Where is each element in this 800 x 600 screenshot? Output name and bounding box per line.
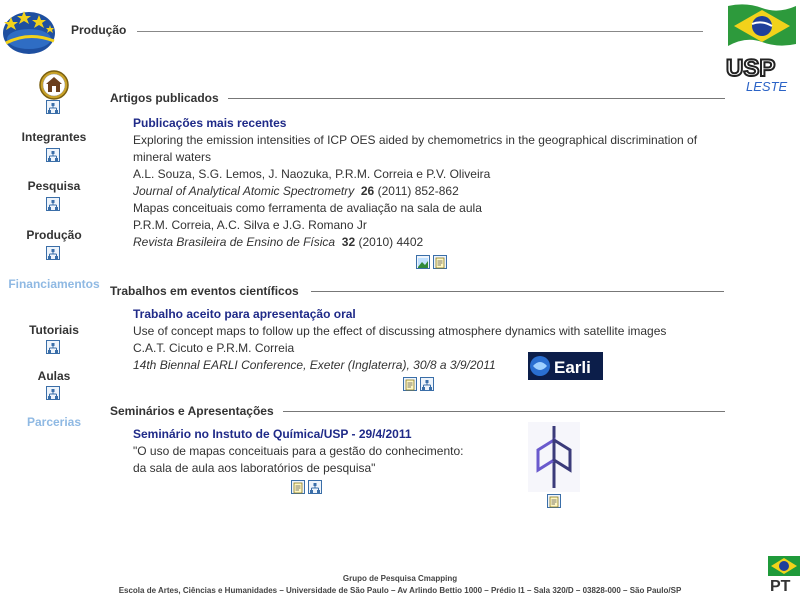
- seminar-line-2[interactable]: da sala de aula aos laboratórios de pesquisa": [133, 461, 376, 475]
- sitemap-icon[interactable]: [46, 386, 60, 400]
- sitemap-icon[interactable]: [46, 100, 60, 114]
- sidebar-item-parcerias: Parcerias: [26, 415, 82, 429]
- earli-logo[interactable]: [528, 352, 603, 380]
- footer-address: Escola de Artes, Ciências e Humanidades – Universidade de São Paulo – Av Arlindo Bettio 1000 – Prédio I1 – Sala 320/D – 03828-000 – São Paulo/SP: [118, 586, 682, 595]
- seminar-line-1[interactable]: "O uso de mapas conceituais para a gestão do conhecimento:: [133, 444, 464, 458]
- section-divider: [228, 98, 725, 99]
- sitemap-icon[interactable]: [420, 377, 434, 391]
- sidebar-item-aulas[interactable]: Aulas: [37, 369, 71, 383]
- sidebar-item-tutoriais[interactable]: Tutoriais: [29, 323, 79, 337]
- footer-group-name: Grupo de Pesquisa Cmapping: [342, 574, 458, 583]
- brazil-flag-logo: [726, 2, 798, 50]
- pub2-citation: Revista Brasileira de Ensino de Física 32 (2010) 4402: [133, 235, 424, 249]
- section-divider: [311, 291, 724, 292]
- pub1-citation: Journal of Analytical Atomic Spectrometry 26 (2011) 852-862: [133, 184, 459, 198]
- pub2-title[interactable]: Mapas conceituais como ferramenta de avaliação na sala de aula: [133, 201, 482, 215]
- home-icon[interactable]: [39, 70, 69, 100]
- section-divider: [283, 411, 725, 412]
- sitemap-icon[interactable]: [46, 148, 60, 162]
- svg-text:LESTE: LESTE: [746, 79, 788, 94]
- sidebar-item-financiamentos: Financiamentos: [8, 277, 100, 291]
- sitemap-icon[interactable]: [308, 480, 322, 494]
- document-icon[interactable]: [547, 494, 561, 508]
- sitemap-icon[interactable]: [46, 246, 60, 260]
- articles-subtitle: Publicações mais recentes: [133, 116, 287, 130]
- svg-text:Earli: Earli: [554, 358, 591, 377]
- language-label[interactable]: PT: [770, 578, 791, 595]
- pub2-authors: P.R.M. Correia, A.C. Silva e J.G. Romano Jr: [133, 218, 367, 232]
- pub1-authors: A.L. Souza, S.G. Lemos, J. Naozuka, P.R.M. Correia e P.V. Oliveira: [133, 167, 491, 181]
- sitemap-icon[interactable]: [46, 197, 60, 211]
- sidebar-item-producao[interactable]: Produção: [26, 228, 82, 242]
- events-subtitle: Trabalho aceito para apresentação oral: [133, 307, 356, 321]
- title-divider: [137, 31, 703, 32]
- iq-usp-logo: [528, 422, 580, 492]
- document-icon[interactable]: [291, 480, 305, 494]
- image-icon[interactable]: [416, 255, 430, 269]
- event-authors: C.A.T. Cicuto e P.R.M. Correia: [133, 341, 295, 355]
- pub1-title[interactable]: Exploring the emission intensities of ICP OES aided by chemometrics in the geographical discrimination of mineral waters: [133, 133, 698, 164]
- sidebar-item-pesquisa[interactable]: Pesquisa: [27, 179, 81, 193]
- section-title-events: Trabalhos em eventos científicos: [110, 284, 299, 298]
- usp-leste-logo: [726, 54, 798, 94]
- section-title-articles: Artigos publicados: [110, 91, 219, 105]
- page-title: Produção: [71, 23, 127, 37]
- event-work-title[interactable]: Use of concept maps to follow up the effect of discussing atmosphere dynamics with satellite images: [133, 324, 667, 338]
- sidebar-item-integrantes[interactable]: Integrantes: [21, 130, 87, 144]
- event-conference: 14th Biennal EARLI Conference, Exeter (Inglaterra), 30/8 a 3/9/2011: [133, 358, 496, 372]
- document-icon[interactable]: [403, 377, 417, 391]
- svg-text:USP: USP: [726, 55, 776, 82]
- document-icon[interactable]: [433, 255, 447, 269]
- sitemap-icon[interactable]: [46, 340, 60, 354]
- section-title-seminars: Seminários e Apresentações: [110, 404, 274, 418]
- seminars-subtitle: Seminário no Instuto de Química/USP - 29/4/2011: [133, 427, 412, 441]
- cmapping-logo: [2, 5, 56, 55]
- brazil-flag-icon[interactable]: [768, 556, 800, 576]
